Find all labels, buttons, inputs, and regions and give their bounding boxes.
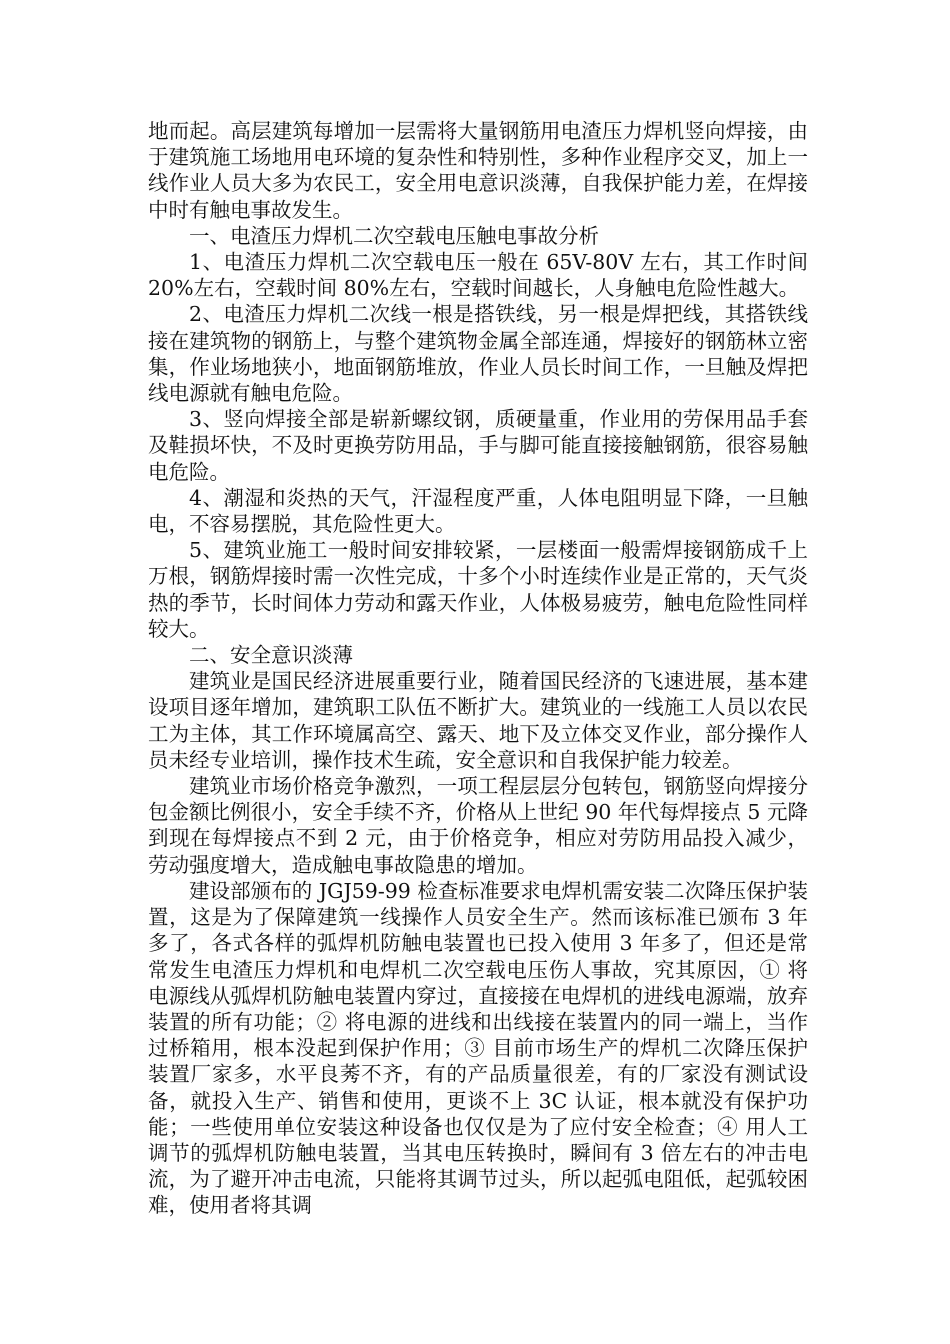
paragraph-item-4: 4、潮湿和炎热的天气，汗湿程度严重，人体电阻明显下降，一旦触电，不容易摆脱，其危险性更大。 [148,485,808,537]
paragraph-item-1: 1、电渣压力焊机二次空载电压一般在 65V-80V 左右，其工作时间 20%左右，空载时间 80%左右，空载时间越长，人身触电危险性越大。 [148,250,808,301]
paragraph-market: 建筑业市场价格竞争激烈，一项工程层层分包转包，钢筋竖向焊接分包金额比例很小，安全手续不齐，价格从上世纪 90 年代每焊接点 5 元降到现在每焊接点不到 2 元，由于价格竞争，相应对劳防用品投入减少，劳动强度增大，造成触电事故隐患的增加。 [148,774,808,877]
paragraph-item-3: 3、竖向焊接全部是崭新螺纹钢，质硬量重，作业用的劳保用品手套及鞋损坏快，不及时更换劳防用品，手与脚可能直接接触钢筋，很容易触电危险。 [148,407,808,484]
paragraph-item-2: 2、电渣压力焊机二次线一根是搭铁线，另一根是焊把线，其搭铁线接在建筑物的钢筋上，与整个建筑物金属全部连通，焊接好的钢筋林立密集，作业场地狭小，地面钢筋堆放，作业人员长时间工作，一旦触及焊把线电源就有触电危险。 [148,302,808,406]
paragraph-intro-continuation: 地而起。高层建筑每增加一层需将大量钢筋用电渣压力焊机竖向焊接，由于建筑施工场地用电环境的复杂性和特别性，多种作业程序交叉，加上一线作业人员大多为农民工，安全用电意识淡薄，自我保护能力差，在焊接中时有触电事故发生。 [148,119,808,222]
section-heading-1: 一、电渣压力焊机二次空载电压触电事故分析 [189,223,599,248]
paragraph-standard: 建设部颁布的 JGJ59-99 检查标准要求电焊机需安装二次降压保护装置，这是为了保障建筑一线操作人员安全生产。然而该标准已颁布 3 年多了，各式各样的弧焊机防触电装置也已投入使用 3 年多了，但还是常常发生电渣压力焊机和电焊机二次空载电压伤人事故，究其原因，① 将电源线从弧焊机防触电装置内穿过，直接接在电焊机的进线电源端，放弃装置的所有功能；② 将电源的进线和出线接在装置内的同一端上，当作过桥箱用，根本没起到保护作用；③ 目前市场生产的焊机二次降压保护装置厂家多，水平良莠不齐，有的产品质量很差，有的厂家没有测试设备，就投入生产、销售和使用，更谈不上 3C 认证，根本就没有保护功能；一些使用单位安装这种设备也仅仅是为了应付安全检查；④ 用人工调节的弧焊机防触电装置，当其电压转换时，瞬间有 3 倍左右的冲击电流，为了避开冲击电流，只能将其调节过头，所以起弧电阻低，起弧较困难，使用者将其调 [148,878,808,1218]
paragraph-item-5: 5、建筑业施工一般时间安排较紧，一层楼面一般需焊接钢筋成千上万根，钢筋焊接时需一次性完成，十多个小时连续作业是正常的，天气炎热的季节，长时间体力劳动和露天作业，人体极易疲劳，触电危险性同样较大。 [148,538,808,641]
document-body [148,118,808,1219]
section-heading-2: 二、安全意识淡薄 [189,643,353,668]
paragraph-industry: 建筑业是国民经济进展重要行业，随着国民经济的飞速进展，基本建设项目逐年增加，建筑职工队伍不断扩大。建筑业的一线施工人员以农民工为主体，其工作环境属高空、露天、地下及立体交叉作业，部分操作人员未经专业培训，操作技术生疏，安全意识和自我保护能力较差。 [148,669,808,772]
